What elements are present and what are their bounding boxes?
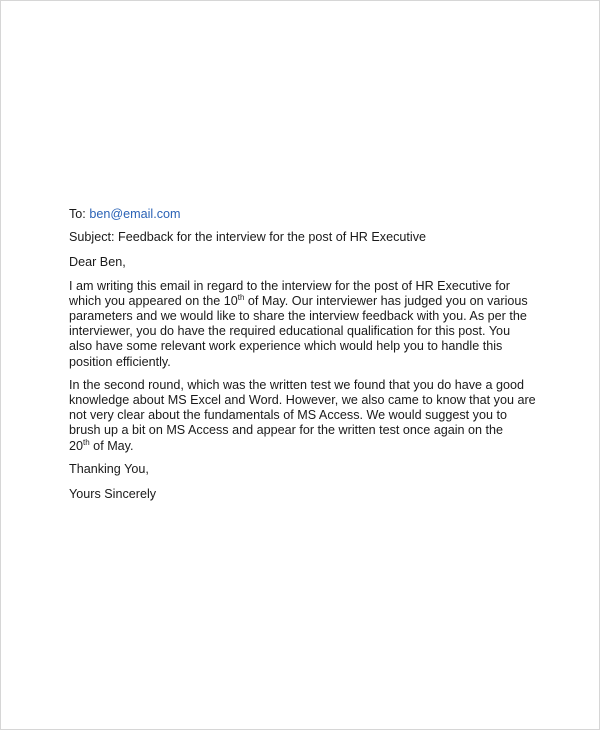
paragraph-text: of May. [89,438,134,453]
body-paragraph-2 [69,378,559,454]
paragraph-text: which you appeared on the 10 [69,293,238,308]
ordinal-suffix: th [83,437,90,447]
paragraph-line: parameters and we would like to share the interview feedback with you. As per the [69,309,527,324]
recipient-email-link[interactable]: ben@email.com [89,207,181,221]
paragraph-line: position efficiently. [69,354,171,369]
to-label: To: [69,207,86,221]
paragraph-line: also have some relevant work experience which would help you to handle this [69,339,503,354]
paragraph-line: I am writing this email in regard to the interview for the post of HR Executive for [69,278,510,293]
body-paragraph-1 [69,279,559,370]
salutation: Dear Ben, [69,255,126,270]
paragraph-text: 20 [69,438,84,453]
closing-line: Thanking You, [69,461,149,476]
paragraph-line: interviewer, you do have the required educational qualification for this post. You [69,324,511,339]
signoff-line: Yours Sincerely [69,487,157,502]
paragraph-line: knowledge about MS Excel and Word. However, we also came to know that you are [69,393,536,408]
recipient-line [69,207,559,222]
email-letter [69,207,559,502]
paragraph-line [69,294,559,309]
paragraph-line [69,439,559,454]
paragraph-text: of May. Our interviewer has judged you on various [244,293,528,308]
subject-line: Subject: Feedback for the interview for the post of HR Executive [69,230,426,245]
paragraph-line: not very clear about the fundamentals of MS Access. We would suggest you to [69,408,507,423]
paragraph-line: In the second round, which was the written test we found that you do have a good [69,377,525,392]
ordinal-suffix: th [237,292,245,302]
paragraph-line: brush up a bit on MS Access and appear for the written test once again on the [69,423,504,438]
